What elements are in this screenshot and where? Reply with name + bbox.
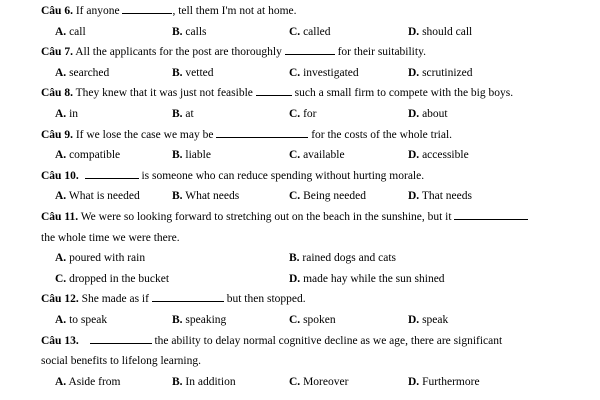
question-12-option-a[interactable]: A. to speak — [55, 313, 108, 326]
question-13-option-b[interactable]: B. In addition — [172, 375, 236, 388]
question-13-blank — [90, 332, 152, 344]
question-9-option-b[interactable]: B. liable — [172, 149, 211, 162]
question-7-text-after: for their suitability. — [337, 46, 426, 59]
question-6-option-d[interactable]: D. should call — [408, 25, 473, 38]
question-6-option-c[interactable]: C. called — [289, 25, 331, 38]
question-7-text-before: All the applicants for the post are thoroughly — [75, 46, 282, 59]
question-13-options — [41, 372, 570, 393]
question-8-label: Câu 8. — [41, 87, 73, 100]
question-6-label: Câu 6. — [41, 5, 73, 17]
question-9-text-after: for the costs of the whole trial. — [311, 128, 453, 141]
question-10-label: Câu 10. — [41, 169, 79, 182]
question-10-stem — [41, 166, 570, 187]
question-7-options — [41, 63, 570, 84]
question-12-option-b[interactable]: B. speaking — [172, 313, 227, 326]
question-7-option-b[interactable]: B. vetted — [172, 66, 214, 79]
question-6-stem — [41, 0, 570, 22]
question-10-text-after: is someone who can reduce spending without hurting morale. — [141, 169, 425, 182]
question-13-label: Câu 13. — [41, 334, 79, 347]
question-7-label: Câu 7. — [41, 46, 73, 59]
question-13-option-d[interactable]: D. Furthermore — [408, 375, 480, 388]
question-6-blank — [122, 2, 172, 14]
question-7-option-a[interactable]: A. searched — [55, 66, 110, 79]
question-10-blank — [85, 167, 139, 179]
question-12-text-before: She made as if — [81, 293, 149, 306]
question-8-text-before: They knew that it was just not feasible — [75, 87, 253, 100]
question-12-option-c[interactable]: C. spoken — [289, 313, 336, 326]
question-11-stem — [41, 207, 570, 228]
question-9-label: Câu 9. — [41, 128, 73, 141]
question-11-stem-continued: the whole time we were there. — [41, 231, 180, 244]
question-11-blank — [454, 208, 528, 220]
question-10-option-c[interactable]: C. Being needed — [289, 190, 366, 203]
question-6-text-before: If anyone — [75, 5, 120, 17]
question-6-option-b[interactable]: B. calls — [172, 25, 207, 38]
question-9-options — [41, 145, 570, 166]
question-10-option-b[interactable]: B. What needs — [172, 190, 240, 203]
question-13-text-after: the ability to delay normal cognitive decline as we age, there are significant — [154, 334, 503, 347]
question-7-option-c[interactable]: C. investigated — [289, 66, 359, 79]
question-8-stem — [41, 83, 570, 104]
question-8-option-c[interactable]: C. for — [289, 107, 317, 120]
question-8-blank — [256, 84, 292, 96]
question-9-option-c[interactable]: C. available — [289, 149, 345, 162]
question-11-text-before: We were so looking forward to stretching out on the beach in the sunshine, but it — [80, 210, 452, 223]
question-7-stem — [41, 42, 570, 63]
question-11-options-row-1 — [41, 248, 570, 269]
question-8-option-a[interactable]: A. in — [55, 107, 79, 120]
question-11-option-d[interactable]: D. made hay while the sun shined — [289, 272, 445, 285]
question-8-option-d[interactable]: D. about — [408, 107, 448, 120]
question-13-option-a[interactable]: A. Aside from — [55, 375, 121, 388]
question-9-option-a[interactable]: A. compatible — [55, 149, 121, 162]
question-11-option-b[interactable]: B. rained dogs and cats — [289, 252, 396, 265]
question-8-option-b[interactable]: B. at — [172, 107, 194, 120]
question-9-text-before: If we lose the case we may be — [75, 128, 214, 141]
question-13-option-c[interactable]: C. Moreover — [289, 375, 349, 388]
question-9-option-d[interactable]: D. accessible — [408, 149, 469, 162]
question-12-label: Câu 12. — [41, 293, 79, 306]
question-8-options — [41, 104, 570, 125]
question-10-option-a[interactable]: A. What is needed — [55, 190, 140, 203]
question-9-stem — [41, 125, 570, 146]
question-12-option-d[interactable]: D. speak — [408, 313, 449, 326]
question-7-option-d[interactable]: D. scrutinized — [408, 66, 473, 79]
question-12-text-after: but then stopped. — [226, 293, 306, 306]
question-11-option-a[interactable]: A. poured with rain — [55, 252, 146, 265]
question-10-option-d[interactable]: D. That needs — [408, 190, 472, 203]
question-11-options-row-2 — [41, 269, 570, 290]
question-7-blank — [285, 43, 335, 55]
question-12-stem — [41, 289, 570, 310]
question-10-options — [41, 186, 570, 207]
question-13-stem — [41, 331, 570, 352]
question-6-options — [41, 22, 570, 43]
question-12-options — [41, 310, 570, 331]
question-9-blank — [216, 126, 308, 138]
question-11-option-c[interactable]: C. dropped in the bucket — [55, 272, 170, 285]
question-6-text-after: , tell them I'm not at home. — [172, 5, 297, 17]
question-12-blank — [152, 290, 224, 302]
question-6-option-a[interactable]: A. call — [55, 25, 86, 38]
question-11-label: Câu 11. — [41, 210, 79, 223]
question-13-stem-continued: social benefits to lifelong learning. — [41, 355, 201, 368]
question-8-text-after: such a small firm to compete with the big boys. — [294, 87, 514, 100]
